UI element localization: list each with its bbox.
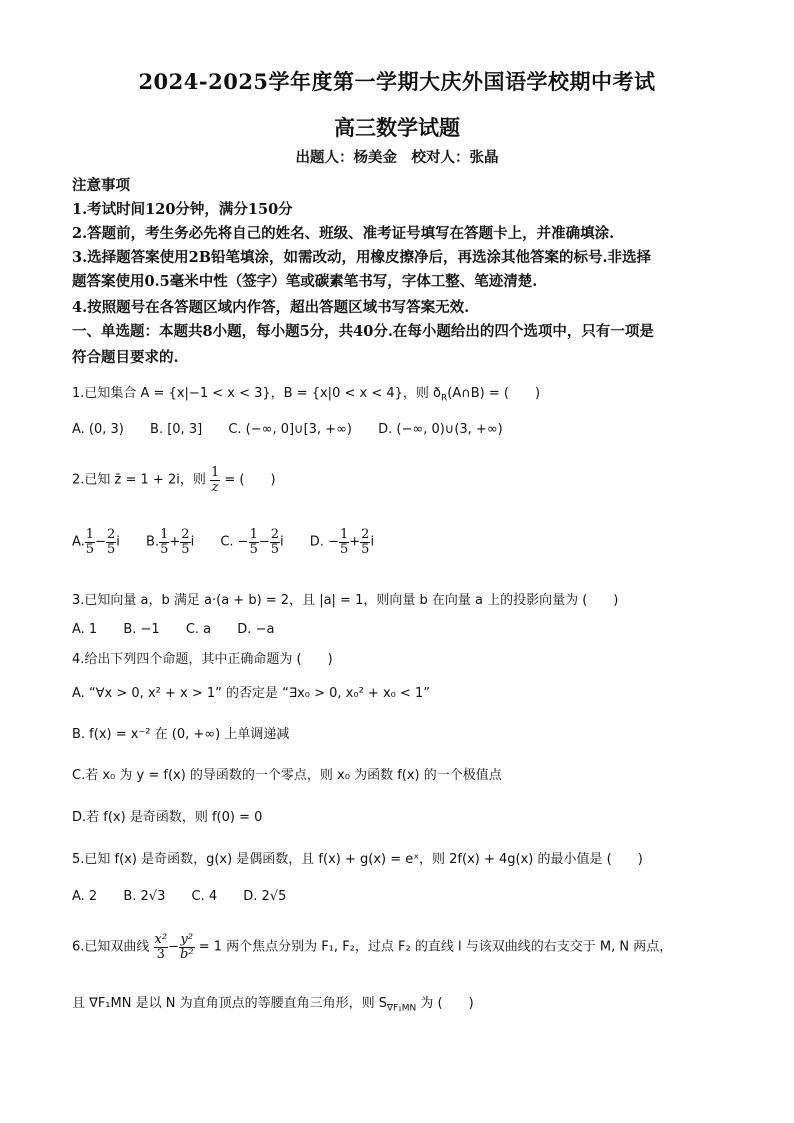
question-3-option-b: B. −1 xyxy=(123,622,160,637)
question-2-option-c: C. − $\frac{1}{5}$ − $\frac{2}{5}$ i xyxy=(220,527,284,557)
question-4-stem: 4.给出下列四个命题，其中正确命题为 ( ) xyxy=(72,652,333,667)
notice-heading: 注意事项 xyxy=(72,177,130,194)
question-4-option-b: B. f(x) = x⁻² 在 (0, +∞) 上单调递减 xyxy=(72,727,290,742)
question-1-options xyxy=(72,422,525,437)
question-6-stem-cont: 且 ∇F₁MN 是以 N 为直角顶点的等腰直角三角形，则 $S_{\nabla F_1MN}$ 为 ( ) xyxy=(72,996,474,1014)
fraction: $\frac{1}{z}$ xyxy=(210,465,220,495)
question-3-stem: 3.已知向量 a，b 满足 a·(a + b) = 2，且 |a| = 1，则向量 b 在向量 a 上的投影向量为 ( ) xyxy=(72,593,619,608)
notice-item-1: 1.考试时间120分钟，满分150分 xyxy=(72,201,293,218)
question-3-option-d: D. −a xyxy=(237,622,275,637)
section-heading-line1: 一、单选题：本题共8小题，每小题5分，共40分.在每小题给出的四个选项中，只有一项是 xyxy=(72,323,654,340)
question-5-option-b: B. 2√3 xyxy=(123,889,166,904)
fraction: $\frac{\text{x²}}{3}$ xyxy=(154,932,168,962)
notice-item-2: 2.答题前，考生务必先将自己的姓名、班级、准考证号填写在答题卡上，并准确填涂. xyxy=(72,225,615,242)
question-1-option-a: A. (0, 3) xyxy=(72,422,124,437)
fraction: $\frac{\text{y²}}{\text{b²}}$ xyxy=(180,932,194,962)
question-3-option-a: A. 1 xyxy=(72,622,98,637)
question-3-option-c: C. a xyxy=(185,622,212,637)
question-1-option-b: B. [0, 3] xyxy=(150,422,203,437)
fraction: $\frac{2}{5}$ xyxy=(361,527,370,557)
fraction: $\frac{2}{5}$ xyxy=(106,527,116,557)
question-1-option-c: C. (−∞, 0]∪[3, +∞) xyxy=(228,422,352,437)
exam-authors: 出题人：杨美金 校对人：张晶 xyxy=(295,149,499,166)
notice-item-3: 3.选择题答案使用2B铅笔填涂，如需改动，用橡皮擦净后，再选涂其他答案的标号.非选择 xyxy=(72,249,652,266)
question-5-option-c: C. 4 xyxy=(191,889,218,904)
question-6-stem: 6.已知双曲线 $\frac{\text{x²}}{3}$ − $\frac{\text{y²}}{\text{b²}}$ = 1 两个焦点分别为 F₁, F₂，过点 F₂ 的直线 l 与该双曲线的右支交于 M, N 两点， xyxy=(72,932,673,962)
exam-subtitle: 高三数学试题 xyxy=(334,115,460,140)
question-5-options xyxy=(72,889,308,904)
question-4-option-a: A. “∀x > 0, x² + x > 1” 的否定是 “∃x₀ > 0, x₀² + x₀ < 1” xyxy=(72,686,431,701)
section-heading-line2: 符合题目要求的. xyxy=(72,349,179,366)
fraction: $\frac{2}{5}$ xyxy=(270,527,280,557)
fraction: $\frac{1}{5}$ xyxy=(249,527,258,557)
fraction: $\frac{2}{5}$ xyxy=(181,527,190,557)
question-3-options xyxy=(72,622,296,637)
fraction: $\frac{1}{5}$ xyxy=(160,527,169,557)
fraction: $\frac{1}{5}$ xyxy=(85,527,95,557)
fraction: $\frac{1}{5}$ xyxy=(339,527,349,557)
notice-item-3-cont: 题答案使用0.5毫米中性（签字）笔或碳素笔书写，字体工整、笔迹清楚. xyxy=(72,273,538,290)
question-2-option-d: D. − $\frac{1}{5}$ + $\frac{2}{5}$ i xyxy=(309,527,375,557)
question-1-stem: 1.已知集合 A = {x|−1 < x < 3}，B = {x|0 < x < 4}，则 $ð_R(A\cap B)$ = ( ) xyxy=(72,386,541,404)
question-4-option-c: C.若 x₀ 为 y = f(x) 的导函数的一个零点，则 x₀ 为函数 f(x) 的一个极值点 xyxy=(72,768,502,783)
question-2-option-a: A. $\frac{1}{5}$ − $\frac{2}{5}$ i xyxy=(72,527,120,557)
exam-title: 2024-2025学年度第一学期大庆外国语学校期中考试 xyxy=(138,69,656,94)
question-2-option-b: B. $\frac{1}{5}$ + $\frac{2}{5}$ i xyxy=(146,527,195,557)
question-5-stem: 5.已知 f(x) 是奇函数，g(x) 是偶函数，且 f(x) + g(x) = eˣ，则 2f(x) + 4g(x) 的最小值是 ( ) xyxy=(72,852,643,867)
question-4-option-d: D.若 f(x) 是奇函数，则 f(0) = 0 xyxy=(72,810,263,825)
question-2-options xyxy=(72,528,396,556)
notice-item-4: 4.按照题号在各答题区域内作答，超出答题区域书写答案无效. xyxy=(72,299,470,316)
question-1-option-d: D. (−∞, 0)∪(3, +∞) xyxy=(378,422,503,437)
question-5-option-d: D. 2√5 xyxy=(243,889,287,904)
question-5-option-a: A. 2 xyxy=(72,889,98,904)
question-2-stem: 2.已知 z̄ = 1 + 2i，则 $\frac{1}{z}$ = ( ) xyxy=(72,465,276,495)
